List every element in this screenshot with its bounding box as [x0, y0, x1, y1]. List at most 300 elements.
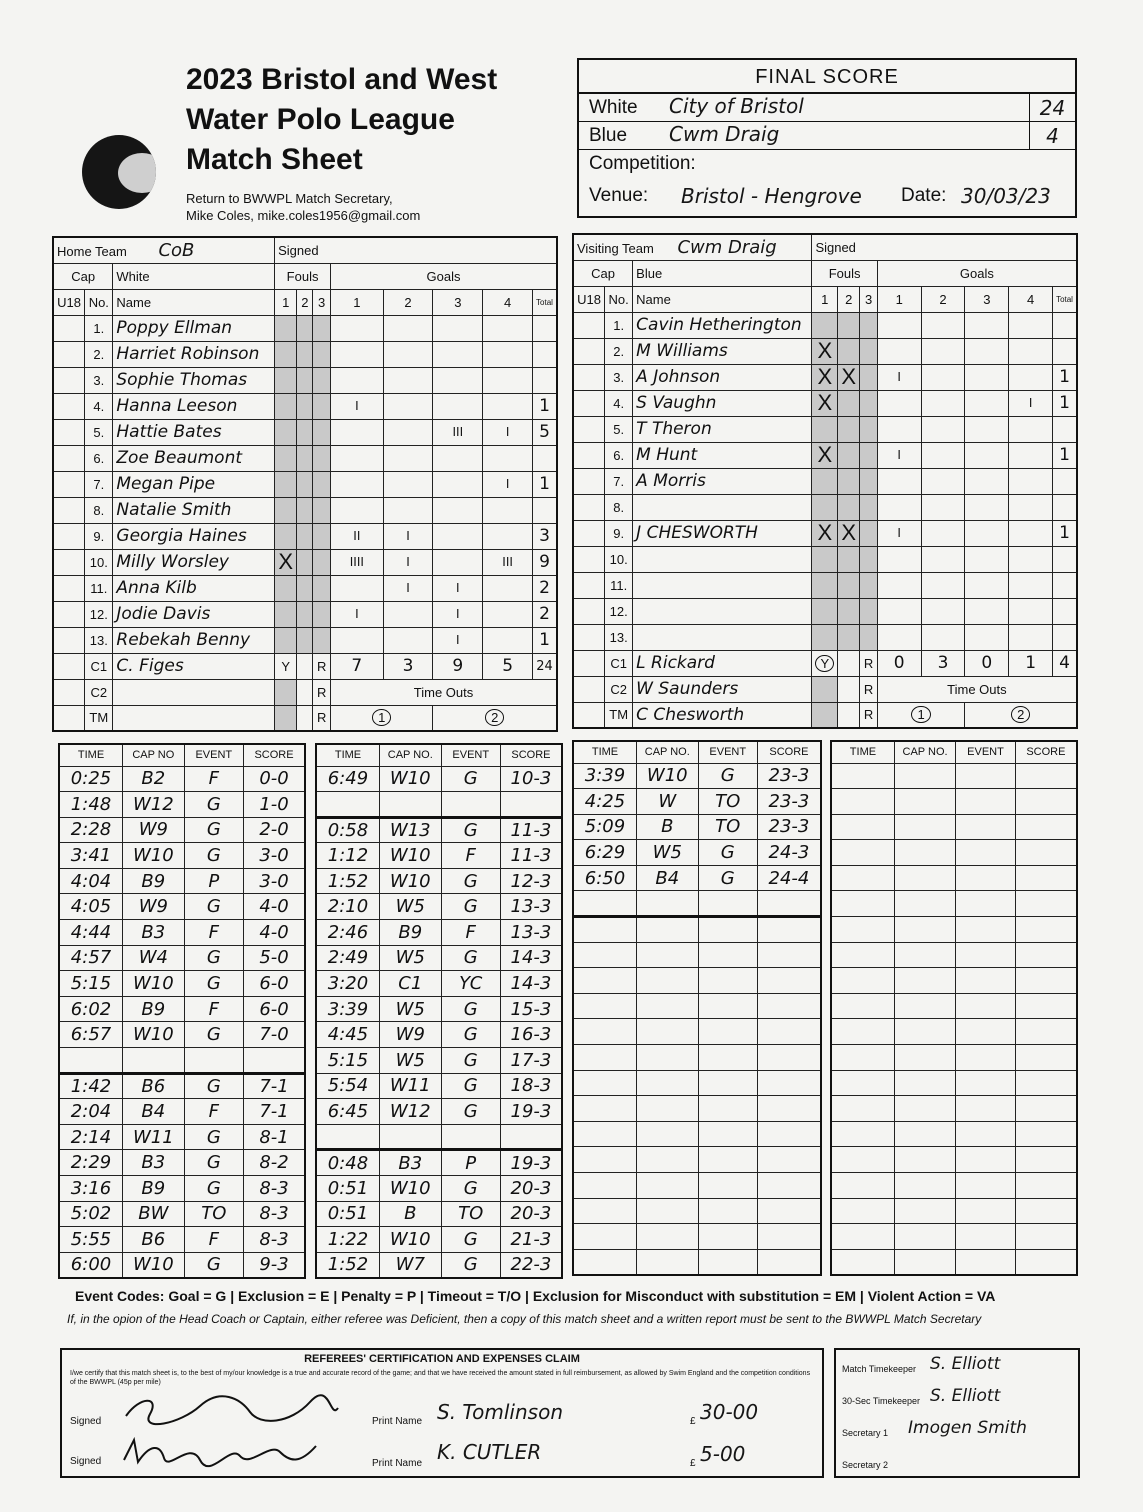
event-row [831, 1045, 1077, 1071]
event-score: 18-3 [500, 1073, 562, 1099]
visiting-goal-g1 [877, 624, 921, 650]
event-row [59, 1073, 305, 1099]
event-score: 11-3 [500, 817, 562, 843]
event-score: 2-0 [244, 817, 305, 843]
visiting-foul-1 [812, 494, 838, 520]
home-cap-number: 1. [85, 315, 113, 341]
deficient-note: If, in the opion of the Head Coach or Captain, either referee was Deficient, then a copy of this match sheet and a written report must be sent to the BWWPL Match Secretary [67, 1312, 982, 1326]
event-time [573, 1121, 637, 1147]
event-row [59, 1227, 305, 1253]
visiting-foul-2 [838, 598, 860, 624]
page-title [186, 60, 566, 180]
event-cap: B [637, 814, 699, 840]
home-goal-col-4: 4 [483, 289, 533, 315]
event-time [831, 1249, 894, 1275]
competition-label: Competition: [589, 153, 696, 174]
event-cap: W10 [123, 1252, 185, 1278]
event-cap [637, 1096, 699, 1122]
event-row [573, 814, 821, 840]
visiting-goal-g1: I [877, 442, 921, 468]
home-foul-3 [313, 523, 331, 549]
visiting-tm-u18 [573, 702, 605, 728]
event-event [956, 968, 1016, 994]
visiting-goal-g3 [965, 442, 1009, 468]
event-row [316, 1227, 562, 1253]
event-score [757, 891, 821, 917]
home-foul-1 [275, 601, 297, 627]
event-score [757, 917, 821, 943]
home-c2-red: R [313, 679, 331, 705]
event-time [573, 1096, 637, 1122]
home-goal-g2 [383, 419, 433, 445]
event-row [831, 865, 1077, 891]
visiting-goal-g1 [877, 494, 921, 520]
event-time: 0:58 [316, 817, 380, 843]
event-row [573, 840, 821, 866]
visiting-u18-cell [573, 598, 605, 624]
home-goal-col-1: 1 [331, 289, 384, 315]
event-score: 8-3 [244, 1201, 305, 1227]
event-row [831, 942, 1077, 968]
event-time: 1:48 [59, 792, 123, 818]
home-tm-label: TM [85, 705, 113, 731]
event-time [316, 792, 380, 818]
visiting-u18-label: U18 [573, 286, 605, 312]
visiting-foul-col-2: 2 [838, 286, 860, 312]
ev1-time-header: TIME [59, 744, 123, 766]
event-time: 1:42 [59, 1073, 123, 1099]
event-score [757, 1147, 821, 1173]
visiting-cap-number: 6. [605, 442, 633, 468]
event-cap: W5 [637, 840, 699, 866]
event-row [59, 792, 305, 818]
event-time: 5:54 [316, 1073, 380, 1099]
home-foul-3 [313, 341, 331, 367]
event-event: G [184, 894, 243, 920]
event-time [573, 993, 637, 1019]
event-row [831, 1096, 1077, 1122]
event-log-3 [572, 740, 822, 1276]
home-foul-2 [297, 627, 313, 653]
event-time: 3:39 [316, 996, 380, 1022]
event-log-4 [830, 740, 1078, 1276]
visiting-yellow-circle: Y [815, 655, 834, 672]
home-player-row [53, 367, 557, 393]
event-score: 12-3 [500, 868, 562, 894]
home-timeout-1 [331, 705, 433, 731]
event-row [59, 1201, 305, 1227]
event-event [956, 1019, 1016, 1045]
event-event: TO [441, 1201, 500, 1227]
event-time: 6:00 [59, 1252, 123, 1278]
home-foul-3 [313, 445, 331, 471]
visiting-total-label: Total [1053, 286, 1077, 312]
home-player-total: 2 [533, 575, 558, 601]
home-player-row [53, 549, 557, 575]
event-cap: W [637, 789, 699, 815]
home-u18-cell [53, 523, 85, 549]
event-event [956, 763, 1016, 789]
event-time [573, 1070, 637, 1096]
home-player-total: 9 [533, 549, 558, 575]
event-event: F [184, 920, 243, 946]
visiting-player-name [633, 546, 812, 572]
event-row [316, 1099, 562, 1125]
visiting-player-name: T Theron [633, 416, 812, 442]
event-event: G [441, 766, 500, 792]
visiting-c1-blank [838, 650, 860, 676]
visiting-goal-g3 [965, 624, 1009, 650]
visiting-player-total [1053, 598, 1077, 624]
home-goal-g3 [433, 315, 483, 341]
visiting-goal-g3 [965, 416, 1009, 442]
home-foul-2 [297, 497, 313, 523]
visiting-foul-2 [838, 468, 860, 494]
home-player-name: Milly Worsley [113, 549, 275, 575]
event-event [956, 891, 1016, 917]
event-time: 1:22 [316, 1227, 380, 1253]
visiting-foul-1 [812, 598, 838, 624]
visiting-goal-col-4: 4 [1009, 286, 1053, 312]
visiting-player-name [633, 572, 812, 598]
event-row [831, 1121, 1077, 1147]
league-logo [82, 135, 156, 209]
event-score [1015, 1147, 1077, 1173]
visiting-goal-g4 [1009, 468, 1053, 494]
event-row [59, 1099, 305, 1125]
event-row [831, 917, 1077, 943]
event-event: G [184, 1073, 243, 1099]
event-row [59, 1048, 305, 1074]
title-line-2: Water Polo League [186, 103, 455, 136]
home-player-row [53, 419, 557, 445]
event-score [757, 1019, 821, 1045]
home-timeout-1-circle: 1 [372, 709, 391, 726]
home-player-row [53, 445, 557, 471]
ev4-event-header: EVENT [956, 741, 1016, 763]
home-goal-g4 [483, 341, 533, 367]
home-goal-g2 [383, 445, 433, 471]
event-event: F [441, 843, 500, 869]
event-row [831, 1224, 1077, 1250]
home-player-row [53, 497, 557, 523]
event-score: 16-3 [500, 1022, 562, 1048]
home-player-name: Anna Kilb [113, 575, 275, 601]
event-score: 17-3 [500, 1048, 562, 1074]
home-timeout-2 [433, 705, 557, 731]
ev2-cap-header: CAP NO. [380, 744, 442, 766]
event-row [573, 1249, 821, 1275]
event-score [1015, 865, 1077, 891]
event-row [831, 1198, 1077, 1224]
event-row [316, 1201, 562, 1227]
visiting-goal-g4 [1009, 442, 1053, 468]
event-cap [380, 792, 442, 818]
event-event: F [184, 1099, 243, 1125]
event-row [316, 945, 562, 971]
secretary1-name: Imogen Smith [908, 1418, 1027, 1438]
event-time: 1:52 [316, 868, 380, 894]
ref2-print-name: K. CUTLER [437, 1440, 542, 1464]
event-event: TO [698, 814, 757, 840]
event-row [573, 968, 821, 994]
event-time: 0:48 [316, 1150, 380, 1176]
home-foul-1 [275, 393, 297, 419]
event-score [757, 1224, 821, 1250]
home-foul-2 [297, 341, 313, 367]
event-cap [894, 814, 955, 840]
visiting-foul-3 [860, 520, 877, 546]
event-event: G [184, 1252, 243, 1278]
event-time: 4:45 [316, 1022, 380, 1048]
visiting-cap-number: 11. [605, 572, 633, 598]
event-cap [894, 1147, 955, 1173]
visiting-player-row [573, 468, 1077, 494]
home-player-name: Poppy Ellman [113, 315, 275, 341]
visiting-c2-name: W Saunders [633, 676, 812, 702]
date-value: 30/03/23 [961, 184, 1051, 208]
home-c2-blank [297, 679, 313, 705]
home-player-total [533, 445, 558, 471]
home-u18-cell [53, 367, 85, 393]
event-cap [894, 1045, 955, 1071]
home-u18-cell [53, 471, 85, 497]
home-goal-g4 [483, 627, 533, 653]
event-cap: W10 [123, 971, 185, 997]
event-cap: W10 [380, 766, 442, 792]
event-row [573, 763, 821, 789]
event-event [441, 792, 500, 818]
visiting-q4-total: 1 [1009, 650, 1053, 676]
home-q3-total: 9 [433, 653, 483, 679]
visiting-team-name: Cwm Draig [677, 236, 777, 258]
visiting-goal-g2 [921, 572, 965, 598]
visiting-foul-3 [860, 338, 877, 364]
home-u18-cell [53, 549, 85, 575]
home-goal-col-2: 2 [383, 289, 433, 315]
event-event: P [441, 1150, 500, 1176]
home-foul-1: X [275, 549, 297, 575]
white-team-name: City of Bristol [669, 94, 804, 118]
ref2-amount: 5-00 [700, 1442, 746, 1466]
ev2-event-header: EVENT [441, 744, 500, 766]
visiting-goal-g4 [1009, 364, 1053, 390]
home-goal-g1: I [331, 601, 384, 627]
event-cap: B6 [123, 1227, 185, 1253]
visiting-foul-3 [860, 442, 877, 468]
event-score: 8-3 [244, 1176, 305, 1202]
visiting-goal-g2 [921, 520, 965, 546]
event-row [831, 993, 1077, 1019]
event-row [316, 971, 562, 997]
event-event: G [184, 1124, 243, 1150]
home-foul-2 [297, 315, 313, 341]
visiting-player-total: 1 [1053, 390, 1077, 416]
ev3-time-header: TIME [573, 741, 637, 763]
visiting-player-name [633, 494, 812, 520]
event-time: 4:57 [59, 945, 123, 971]
visiting-player-total [1053, 624, 1077, 650]
event-score: 19-3 [500, 1099, 562, 1125]
event-score: 1-0 [244, 792, 305, 818]
event-time [831, 993, 894, 1019]
event-event: G [441, 817, 500, 843]
home-cap-number: 12. [85, 601, 113, 627]
event-score: 5-0 [244, 945, 305, 971]
home-q4-total: 5 [483, 653, 533, 679]
home-c2-label: C2 [85, 679, 113, 705]
visiting-cap-number: 1. [605, 312, 633, 338]
event-row [59, 920, 305, 946]
home-coach-name: C. Figes [113, 653, 275, 679]
blue-team-name: Cwm Draig [669, 122, 780, 146]
home-foul-3 [313, 601, 331, 627]
event-event [698, 1249, 757, 1275]
event-cap [894, 1173, 955, 1199]
home-q2-total: 3 [383, 653, 433, 679]
home-u18-cell [53, 393, 85, 419]
home-goal-g2 [383, 315, 433, 341]
visiting-player-row [573, 390, 1077, 416]
event-row [573, 891, 821, 917]
home-tm-u18 [53, 705, 85, 731]
home-foul-3 [313, 367, 331, 393]
visiting-c2-red: R [860, 676, 877, 702]
blue-final-score: 4 [1029, 122, 1075, 149]
home-goal-g2: I [383, 575, 433, 601]
visiting-goal-g2 [921, 546, 965, 572]
home-u18-cell [53, 497, 85, 523]
event-cap [894, 1019, 955, 1045]
home-goal-g4: I [483, 419, 533, 445]
event-event [956, 1045, 1016, 1071]
event-time [831, 1224, 894, 1250]
home-foul-1 [275, 445, 297, 471]
event-score: 23-3 [757, 763, 821, 789]
visiting-color-label: Blue [633, 260, 812, 286]
event-event: F [441, 920, 500, 946]
home-goal-g3: III [433, 419, 483, 445]
event-row [831, 1249, 1077, 1275]
visiting-player-row [573, 338, 1077, 364]
event-row [59, 996, 305, 1022]
visiting-team-label: Visiting Team [577, 240, 654, 256]
event-event: G [441, 1022, 500, 1048]
event-score [1015, 1070, 1077, 1096]
visiting-player-row [573, 520, 1077, 546]
visiting-player-name: A Johnson [633, 364, 812, 390]
home-cap-number: 2. [85, 341, 113, 367]
event-score: 6-0 [244, 996, 305, 1022]
visiting-goal-g4 [1009, 572, 1053, 598]
white-score-row [579, 94, 1075, 122]
visiting-foul-2 [838, 494, 860, 520]
home-goal-col-3: 3 [433, 289, 483, 315]
visiting-foul-1: X [812, 364, 838, 390]
visiting-foul-2 [838, 572, 860, 598]
event-row [316, 1022, 562, 1048]
event-time: 5:55 [59, 1227, 123, 1253]
event-cap [894, 1121, 955, 1147]
event-event: F [184, 766, 243, 792]
event-time [831, 1147, 894, 1173]
event-score [1015, 840, 1077, 866]
event-time: 6:02 [59, 996, 123, 1022]
event-cap: B4 [637, 865, 699, 891]
ref1-signature-mark [120, 1394, 340, 1428]
home-cap-number: 8. [85, 497, 113, 523]
visiting-u18-cell [573, 546, 605, 572]
visiting-foul-2 [838, 546, 860, 572]
visiting-player-row [573, 624, 1077, 650]
event-score [1015, 1019, 1077, 1045]
visiting-foul-2 [838, 442, 860, 468]
event-score [1015, 1249, 1077, 1275]
event-row [831, 763, 1077, 789]
visiting-time-outs-label: Time Outs [877, 676, 1077, 702]
event-row [59, 1150, 305, 1176]
home-goal-g3 [433, 445, 483, 471]
event-cap: B3 [123, 920, 185, 946]
event-row [831, 968, 1077, 994]
event-score [757, 993, 821, 1019]
visiting-cap-number: 12. [605, 598, 633, 624]
visiting-tm-blank [838, 702, 860, 728]
visiting-goal-g3 [965, 572, 1009, 598]
event-cap [637, 1224, 699, 1250]
home-timeout-2-circle: 2 [485, 709, 504, 726]
event-row [59, 766, 305, 792]
event-time: 2:46 [316, 920, 380, 946]
home-foul-1 [275, 627, 297, 653]
event-event [698, 942, 757, 968]
event-event [698, 891, 757, 917]
ev2-score-header: SCORE [500, 744, 562, 766]
visiting-foul-2: X [838, 520, 860, 546]
home-u18-cell [53, 419, 85, 445]
visiting-foul-col-1: 1 [812, 286, 838, 312]
event-time [573, 891, 637, 917]
visiting-tm-label: TM [605, 702, 633, 728]
visiting-foul-1: X [812, 390, 838, 416]
visiting-player-name: M Williams [633, 338, 812, 364]
title-line-1: 2023 Bristol and West [186, 63, 498, 96]
visiting-player-total [1053, 546, 1077, 572]
home-foul-2 [297, 471, 313, 497]
visiting-foul-3 [860, 546, 877, 572]
home-cap-number: 4. [85, 393, 113, 419]
visiting-foul-2 [838, 390, 860, 416]
home-u18-cell [53, 445, 85, 471]
event-event: G [184, 1150, 243, 1176]
event-event: G [441, 996, 500, 1022]
white-label: White [589, 97, 638, 118]
home-u18-cell [53, 575, 85, 601]
visiting-goal-g3 [965, 546, 1009, 572]
event-row [316, 1124, 562, 1150]
visiting-name-label: Name [633, 286, 812, 312]
event-row [831, 1173, 1077, 1199]
home-red-card: R [313, 653, 331, 679]
event-row [573, 1173, 821, 1199]
visiting-goal-g2 [921, 312, 965, 338]
venue-value: Bristol - Hengrove [681, 184, 862, 208]
event-time [831, 814, 894, 840]
event-score: 4-0 [244, 894, 305, 920]
home-goals-label: Goals [331, 263, 557, 289]
event-event [956, 1147, 1016, 1173]
event-cap: W10 [380, 868, 442, 894]
